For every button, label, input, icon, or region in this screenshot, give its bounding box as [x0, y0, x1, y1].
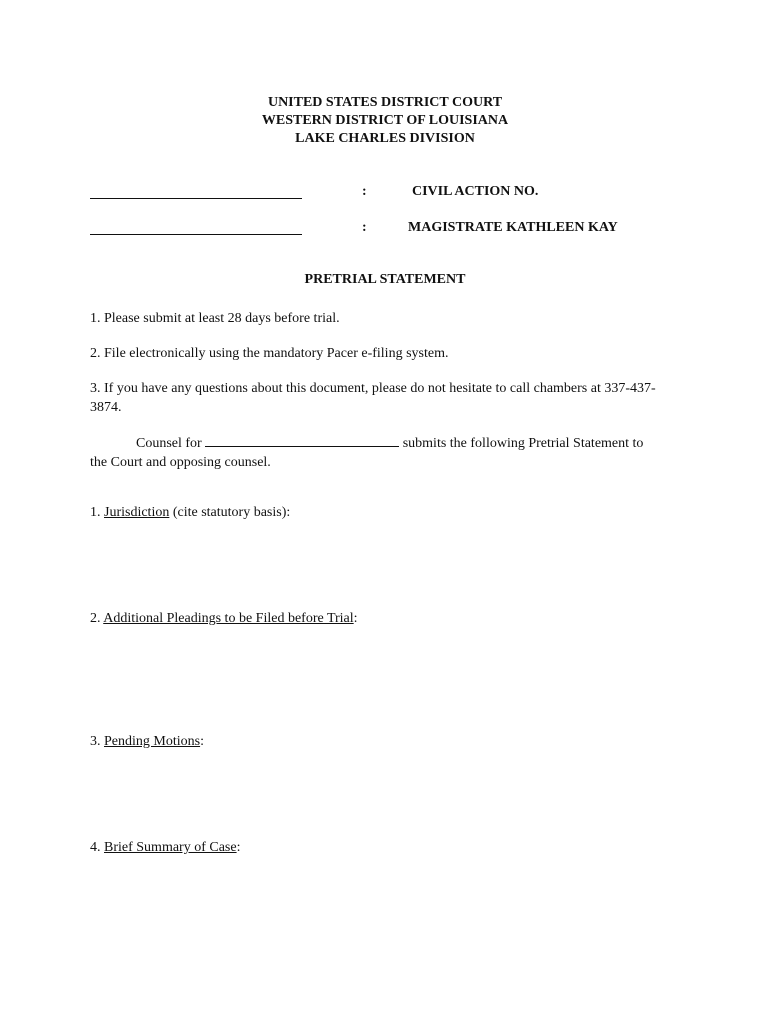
- court-header: [0, 94, 770, 148]
- section-heading-suffix: :: [200, 734, 204, 749]
- section-number: 1.: [90, 505, 101, 520]
- caption-colon: :: [362, 184, 367, 199]
- caption-row-magistrate: [90, 220, 690, 240]
- section-number: 2.: [90, 611, 101, 626]
- caption-colon: :: [362, 220, 367, 235]
- party-name-blank: [90, 220, 302, 235]
- counsel-party-blank: [205, 433, 399, 447]
- caption-row-civil-action: [90, 184, 690, 204]
- section-jurisdiction: [90, 505, 680, 521]
- court-name: UNITED STATES DISTRICT COURT: [267, 95, 503, 110]
- section-heading-suffix: (cite statutory basis):: [169, 505, 291, 520]
- magistrate-label: MAGISTRATE KATHLEEN KAY: [408, 220, 618, 235]
- counsel-prefix: Counsel for: [136, 436, 202, 451]
- section-heading-suffix: :: [353, 611, 358, 626]
- instruction-item: 3. If you have any questions about this document, please do not hesitate to call chambers at 337-437-3874.: [90, 381, 656, 415]
- district-name: WESTERN DISTRICT OF LOUISIANA: [261, 113, 509, 128]
- counsel-suffix: submits the following Pretrial Statement to: [402, 436, 644, 451]
- division-name: LAKE CHARLES DIVISION: [295, 131, 475, 146]
- section-heading: Pending Motions: [104, 734, 201, 749]
- section-heading-suffix: :: [236, 840, 241, 855]
- section-number: 4.: [90, 840, 101, 855]
- section-additional-pleadings: [90, 611, 680, 627]
- counsel-continuation: the Court and opposing counsel.: [90, 455, 271, 470]
- instruction-item: 1. Please submit at least 28 days before trial.: [90, 311, 340, 326]
- section-brief-summary: [90, 840, 680, 856]
- document-title: PRETRIAL STATEMENT: [304, 272, 466, 287]
- section-number: 3.: [90, 734, 101, 749]
- counsel-statement: [90, 433, 682, 472]
- section-heading: Jurisdiction: [104, 505, 170, 520]
- section-heading: Brief Summary of Case: [104, 840, 237, 855]
- civil-action-label: CIVIL ACTION NO.: [412, 184, 539, 199]
- instruction-item: 2. File electronically using the mandatory Pacer e-filing system.: [90, 346, 449, 361]
- party-name-blank: [90, 184, 302, 199]
- section-heading: Additional Pleadings to be Filed before Trial: [103, 611, 354, 626]
- section-pending-motions: [90, 734, 680, 750]
